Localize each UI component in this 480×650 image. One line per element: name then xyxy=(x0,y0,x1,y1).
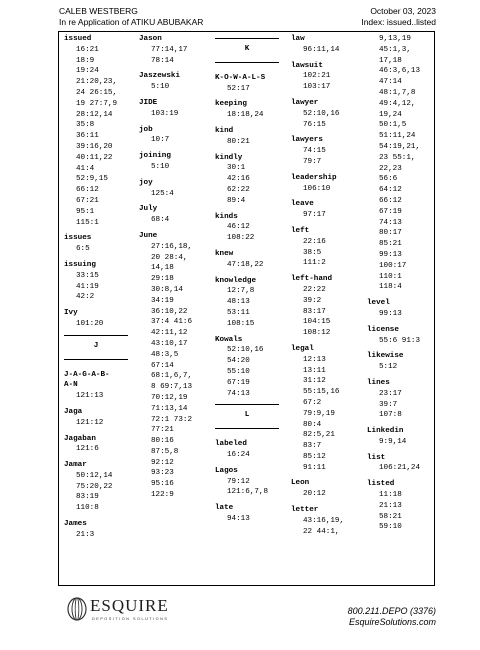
index-entry xyxy=(139,178,209,200)
page-line-ref: 111:2 xyxy=(303,259,326,268)
section-letter: K xyxy=(244,45,250,53)
page-line-ref: 99:13 xyxy=(379,250,402,259)
page-line-ref: 42:11,12 xyxy=(151,329,188,338)
esquire-logo xyxy=(66,596,169,627)
index-entry xyxy=(64,34,134,228)
index-entry xyxy=(215,503,285,525)
page-line-ref: 55:15,16 xyxy=(303,388,340,397)
section-rule xyxy=(64,335,128,336)
index-term: late xyxy=(215,504,234,513)
index-term: left xyxy=(291,226,310,235)
index-column-4 xyxy=(291,34,361,542)
index-entry xyxy=(139,34,209,66)
logo-wordmark: ESQUIRE xyxy=(90,596,169,615)
page-line-ref: 51:11,24 xyxy=(379,132,416,141)
header-right xyxy=(361,6,436,27)
page-line-ref: 19:24 xyxy=(76,67,99,76)
index-entry xyxy=(64,370,134,402)
index-entry xyxy=(367,426,437,448)
page-line-ref: 107:8 xyxy=(379,411,402,420)
index-column-5 xyxy=(367,34,437,538)
page-line-ref: 17,18 xyxy=(379,56,402,65)
page-line-ref: 106:21,24 xyxy=(379,464,421,473)
index-entry xyxy=(139,98,209,120)
index-term: likewise xyxy=(367,352,404,361)
index-entry xyxy=(64,460,134,514)
page-line-ref: 121:6,7,8 xyxy=(227,488,269,497)
index-term: Ivy xyxy=(64,309,78,318)
index-entry xyxy=(215,249,285,271)
page-line-ref: 56:6 xyxy=(379,175,398,184)
index-term: Jagaban xyxy=(64,434,96,443)
section-rule xyxy=(64,359,128,360)
page-line-ref: 48:13 xyxy=(227,298,250,307)
index-term: JIDE xyxy=(139,98,158,107)
page-line-ref: 67:19 xyxy=(227,378,250,387)
page-line-ref: 68:4 xyxy=(151,216,170,225)
page-line-ref: 12:13 xyxy=(303,355,326,364)
index-term: law xyxy=(291,35,305,43)
page-line-ref: 43:10,17 xyxy=(151,339,188,348)
page-line-ref: 58:21 xyxy=(379,512,402,521)
page-line-ref: 95:16 xyxy=(151,480,174,489)
page-line-ref: 80:17 xyxy=(379,229,402,238)
page-line-ref: 85:21 xyxy=(379,240,402,249)
page-line-ref: 106:10 xyxy=(303,184,331,193)
case-title: In re Application of ATIKU ABUBAKAR xyxy=(59,16,204,27)
index-entry xyxy=(291,226,361,269)
page-line-ref: 76:15 xyxy=(303,120,326,129)
section-rule xyxy=(215,62,279,63)
page-line-ref: 121:12 xyxy=(76,418,104,427)
index-entry xyxy=(215,439,285,461)
page-line-ref: 83:19 xyxy=(76,493,99,502)
page-line-ref: 47:14 xyxy=(379,78,402,87)
index-range: Index: issued..listed xyxy=(361,16,436,27)
page-line-ref: 45:1,3, xyxy=(379,45,411,54)
index-entry xyxy=(64,260,134,303)
page-line-ref: 89:4 xyxy=(227,196,246,205)
page-line-ref: 79:12 xyxy=(227,477,250,486)
page-line-ref: 115:1 xyxy=(76,218,99,227)
page-line-ref: 34:19 xyxy=(151,296,174,305)
page-line-ref: 92:12 xyxy=(151,458,174,467)
page-line-ref: 5:10 xyxy=(151,83,170,92)
section-rule xyxy=(215,38,279,39)
page-line-ref: 96:11,14 xyxy=(303,45,340,54)
page-line-ref: 20:12 xyxy=(303,490,326,499)
index-entry xyxy=(291,274,361,339)
page-line-ref: 110:1 xyxy=(379,272,402,281)
page-line-ref: 122:9 xyxy=(151,491,174,500)
index-entry xyxy=(64,434,134,456)
section-letter: L xyxy=(244,411,250,420)
index-term: leave xyxy=(291,200,314,209)
page-line-ref: 102:21 xyxy=(303,72,331,81)
page-line-ref: 33:15 xyxy=(76,271,99,280)
page-line-ref: 52:9,15 xyxy=(76,175,108,184)
page-line-ref: 66:12 xyxy=(379,196,402,205)
page-line-ref: 108:22 xyxy=(227,234,255,243)
page-line-ref: 9:9,14 xyxy=(379,437,407,446)
page-line-ref: 16:21 xyxy=(76,45,99,54)
index-entry xyxy=(64,233,134,255)
page-line-ref: 47:18,22 xyxy=(227,260,264,269)
index-column-2 xyxy=(139,34,209,506)
page-line-ref: 50:1,5 xyxy=(379,121,407,130)
index-term: kind xyxy=(215,126,234,135)
page-line-ref: 10:7 xyxy=(151,136,170,145)
page-line-ref: 27:16,18, xyxy=(151,242,193,251)
page-line-ref: 59:10 xyxy=(379,523,402,532)
page-line-ref: 99:13 xyxy=(379,309,402,318)
page-line-ref: 77:14,17 xyxy=(151,45,188,54)
index-term: lawyers xyxy=(291,136,323,145)
index-term: lawyer xyxy=(291,98,319,107)
page-line-ref: 18:18,24 xyxy=(227,111,264,120)
index-entry xyxy=(291,135,361,167)
page-line-ref: 41:4 xyxy=(76,164,95,173)
index-entry xyxy=(139,231,209,501)
page-line-ref: 103:19 xyxy=(151,109,179,118)
page-line-ref: 9,13,19 xyxy=(379,35,411,43)
index-term: knowledge xyxy=(215,276,257,285)
page-line-ref: 74:13 xyxy=(379,218,402,227)
page-line-ref: 101:20 xyxy=(76,319,104,328)
page-line-ref: 48:1,7,8 xyxy=(379,88,416,97)
index-entry xyxy=(367,351,437,373)
index-term: Jaszewski xyxy=(139,72,181,81)
index-entry xyxy=(139,71,209,93)
page-line-ref: 70:12,19 xyxy=(151,393,188,402)
index-entry xyxy=(291,478,361,500)
index-entry xyxy=(215,99,285,121)
page-line-ref: 30:1 xyxy=(227,164,246,173)
page-line-ref: 46:3,6,13 xyxy=(379,67,421,76)
page-line-ref: 46:12 xyxy=(227,223,250,232)
page-line-ref: 49:4,12, xyxy=(379,99,416,108)
page-line-ref: 37:4 41:6 xyxy=(151,318,193,327)
page-line-ref: 52:17 xyxy=(227,84,250,93)
index-term: Linkedin xyxy=(367,427,404,436)
index-term: James xyxy=(64,520,87,529)
page-line-ref: 18:9 xyxy=(76,56,95,65)
page-line-ref: 22:22 xyxy=(303,285,326,294)
section-rule xyxy=(215,404,279,405)
index-entry xyxy=(367,34,437,293)
page-line-ref: 110:8 xyxy=(76,504,99,513)
page-line-ref: 104:15 xyxy=(303,318,331,327)
index-term: lawsuit xyxy=(291,61,323,70)
page-line-ref: 53:11 xyxy=(227,308,250,317)
page-line-ref: 23 55:1, xyxy=(379,153,416,162)
page-line-ref: 20 28:4, xyxy=(151,253,188,262)
page-line-ref: 118:4 xyxy=(379,283,402,292)
page-line-ref: 75:20,22 xyxy=(76,482,113,491)
page-line-ref: 22,23 xyxy=(379,164,402,173)
index-entry xyxy=(64,519,134,541)
page-line-ref: 71:13,14 xyxy=(151,404,188,413)
index-entry xyxy=(367,325,437,347)
index-column-3 xyxy=(215,34,285,530)
page-line-ref: 39:16,20 xyxy=(76,142,113,151)
page-line-ref: 80:16 xyxy=(151,437,174,446)
deposition-date: October 03, 2023 xyxy=(370,6,436,16)
index-entry xyxy=(291,34,361,56)
index-entry xyxy=(367,479,437,533)
page-line-ref: 36:10,22 xyxy=(151,307,188,316)
index-term: level xyxy=(367,299,390,308)
page-line-ref: 85:12 xyxy=(303,452,326,461)
page-line-ref: 22 44:1, xyxy=(303,527,340,536)
page-line-ref: 5:12 xyxy=(379,363,398,372)
index-term: labeled xyxy=(215,440,247,449)
index-term: left-hand xyxy=(291,275,333,284)
page-line-ref: 16:24 xyxy=(227,450,250,459)
page-line-ref: 39:7 xyxy=(379,400,398,409)
index-section-divider xyxy=(215,404,285,429)
page-line-ref: 8 69:7,13 xyxy=(151,383,193,392)
index-term: leadership xyxy=(291,173,337,182)
page-line-ref: 42:2 xyxy=(76,293,95,302)
page-line-ref: 64:12 xyxy=(379,186,402,195)
page-line-ref: 125:4 xyxy=(151,189,174,198)
esquire-swirl-icon xyxy=(66,596,88,622)
index-entry xyxy=(139,204,209,226)
index-box xyxy=(58,31,435,586)
page-line-ref: 72:1 73:2 xyxy=(151,415,193,424)
index-term: lines xyxy=(367,378,390,387)
page-line-ref: 21:20,23, xyxy=(76,78,118,87)
index-term-continued: A-N xyxy=(64,381,78,390)
index-entry xyxy=(215,73,285,95)
index-term: keeping xyxy=(215,100,247,109)
index-term: joining xyxy=(139,152,171,161)
page-line-ref: 91:11 xyxy=(303,463,326,472)
page-line-ref: 54:20 xyxy=(227,357,250,366)
index-term: kinds xyxy=(215,212,238,221)
page-line-ref: 74:13 xyxy=(227,389,250,398)
page-line-ref: 55:10 xyxy=(227,367,250,376)
page-line-ref: 21:3 xyxy=(76,530,95,539)
page-line-ref: 67:2 xyxy=(303,398,322,407)
index-term: issues xyxy=(64,234,92,243)
index-entry xyxy=(291,61,361,93)
index-entry xyxy=(291,344,361,474)
index-term: Kowals xyxy=(215,335,243,344)
page-line-ref: 83:7 xyxy=(303,442,322,451)
index-entry xyxy=(64,407,134,429)
index-entry xyxy=(64,308,134,330)
page-line-ref: 121:13 xyxy=(76,392,104,401)
index-term: Jamar xyxy=(64,461,87,470)
logo-tagline: DEPOSITION SOLUTIONS xyxy=(92,617,169,621)
page-line-ref: 48:3,5 xyxy=(151,350,179,359)
page-line-ref: 67:21 xyxy=(76,196,99,205)
index-entry xyxy=(139,151,209,173)
page-line-ref: 11:18 xyxy=(379,491,402,500)
index-term: July xyxy=(139,205,158,214)
page-line-ref: 80:4 xyxy=(303,420,322,429)
index-entry xyxy=(215,335,285,400)
index-term: J-A-G-A-B- xyxy=(64,370,110,379)
page-line-ref: 31:12 xyxy=(303,377,326,386)
page-line-ref: 74:15 xyxy=(303,147,326,156)
page-line-ref: 12:7,8 xyxy=(227,287,255,296)
page-line-ref: 24 26:15, xyxy=(76,88,118,97)
witness-name: CALEB WESTBERG xyxy=(59,6,138,16)
page-line-ref: 82:5,21 xyxy=(303,431,335,440)
index-entry xyxy=(215,466,285,498)
page-line-ref: 67:19 xyxy=(379,207,402,216)
page-line-ref: 39:2 xyxy=(303,296,322,305)
index-entry xyxy=(291,173,361,195)
index-entry xyxy=(367,378,437,421)
index-term: list xyxy=(367,453,386,462)
page-line-ref: 108:12 xyxy=(303,329,331,338)
index-column-1 xyxy=(64,34,134,546)
index-term: Leon xyxy=(291,479,310,488)
page-line-ref: 50:12,14 xyxy=(76,471,113,480)
page-line-ref: 6:5 xyxy=(76,245,90,254)
page-line-ref: 43:16,19, xyxy=(303,516,345,525)
page-line-ref: 54:19,21, xyxy=(379,142,421,151)
page-line-ref: 83:17 xyxy=(303,307,326,316)
header-left xyxy=(59,6,203,27)
page-line-ref: 68:1,6,7, xyxy=(151,372,193,381)
section-rule xyxy=(215,428,279,429)
page-line-ref: 103:17 xyxy=(303,83,331,92)
page-line-ref: 42:16 xyxy=(227,175,250,184)
page-line-ref: 79:9,19 xyxy=(303,409,335,418)
page-line-ref: 14,18 xyxy=(151,264,174,273)
index-entry xyxy=(367,298,437,320)
index-term: listed xyxy=(367,480,395,489)
section-letter: J xyxy=(93,341,99,350)
footer-contact xyxy=(348,606,436,628)
index-entry xyxy=(215,276,285,330)
page-line-ref: 52:10,16 xyxy=(303,109,340,118)
page-line-ref: 38:5 xyxy=(303,248,322,257)
index-entry xyxy=(367,453,437,475)
index-term: legal xyxy=(291,344,314,353)
index-term: K-O-W-A-L-S xyxy=(215,73,266,82)
page-line-ref: 80:21 xyxy=(227,137,250,146)
page-line-ref: 97:17 xyxy=(303,211,326,220)
website-link[interactable]: EsquireSolutions.com xyxy=(348,617,436,627)
page-line-ref: 93:23 xyxy=(151,469,174,478)
phone-number: 800.211.DEPO (3376) xyxy=(347,606,436,616)
page-line-ref: 121:6 xyxy=(76,445,99,454)
index-term: issuing xyxy=(64,260,96,269)
index-entry xyxy=(139,125,209,147)
page-line-ref: 100:17 xyxy=(379,261,407,270)
page-line-ref: 52:10,16 xyxy=(227,346,264,355)
page-line-ref: 78:14 xyxy=(151,56,174,65)
page-line-ref: 40:11,22 xyxy=(76,153,113,162)
index-term: issued xyxy=(64,35,92,43)
index-term: Lagos xyxy=(215,466,238,475)
page-line-ref: 95:1 xyxy=(76,207,95,216)
page-line-ref: 79:7 xyxy=(303,157,322,166)
index-entry xyxy=(215,126,285,148)
index-term: joy xyxy=(139,178,153,187)
index-term: letter xyxy=(291,506,319,515)
index-entry xyxy=(291,98,361,130)
page-line-ref: 28:12,14 xyxy=(76,110,113,119)
page-line-ref: 108:15 xyxy=(227,319,255,328)
index-entry xyxy=(215,153,285,207)
page-line-ref: 87:5,8 xyxy=(151,447,179,456)
page-line-ref: 30:8,14 xyxy=(151,285,183,294)
index-term: June xyxy=(139,231,158,240)
page-line-ref: 23:17 xyxy=(379,389,402,398)
page-line-ref: 22:16 xyxy=(303,237,326,246)
index-section-divider xyxy=(215,38,285,63)
index-term: job xyxy=(139,125,153,134)
index-entry xyxy=(291,199,361,221)
page-line-ref: 5:10 xyxy=(151,162,170,171)
index-section-divider xyxy=(64,335,134,360)
page-line-ref: 19,24 xyxy=(379,110,402,119)
page-line-ref: 19 27:7,9 xyxy=(76,99,118,108)
index-entry xyxy=(215,212,285,244)
page-line-ref: 36:11 xyxy=(76,132,99,141)
index-term: license xyxy=(367,325,399,334)
index-term: knew xyxy=(215,249,234,258)
index-term: kindly xyxy=(215,153,243,162)
page-line-ref: 94:13 xyxy=(227,514,250,523)
page-line-ref: 13:11 xyxy=(303,366,326,375)
page-line-ref: 67:14 xyxy=(151,361,174,370)
page-line-ref: 21:13 xyxy=(379,501,402,510)
index-entry xyxy=(291,505,361,537)
index-term: Jason xyxy=(139,35,162,43)
page-line-ref: 55:6 91:3 xyxy=(379,336,421,345)
page-line-ref: 77:21 xyxy=(151,426,174,435)
index-term: Jaga xyxy=(64,407,83,416)
page-line-ref: 29:18 xyxy=(151,275,174,284)
page-line-ref: 35:8 xyxy=(76,121,95,130)
page-line-ref: 66:12 xyxy=(76,186,99,195)
page-line-ref: 62:22 xyxy=(227,185,250,194)
page-line-ref: 41:19 xyxy=(76,282,99,291)
